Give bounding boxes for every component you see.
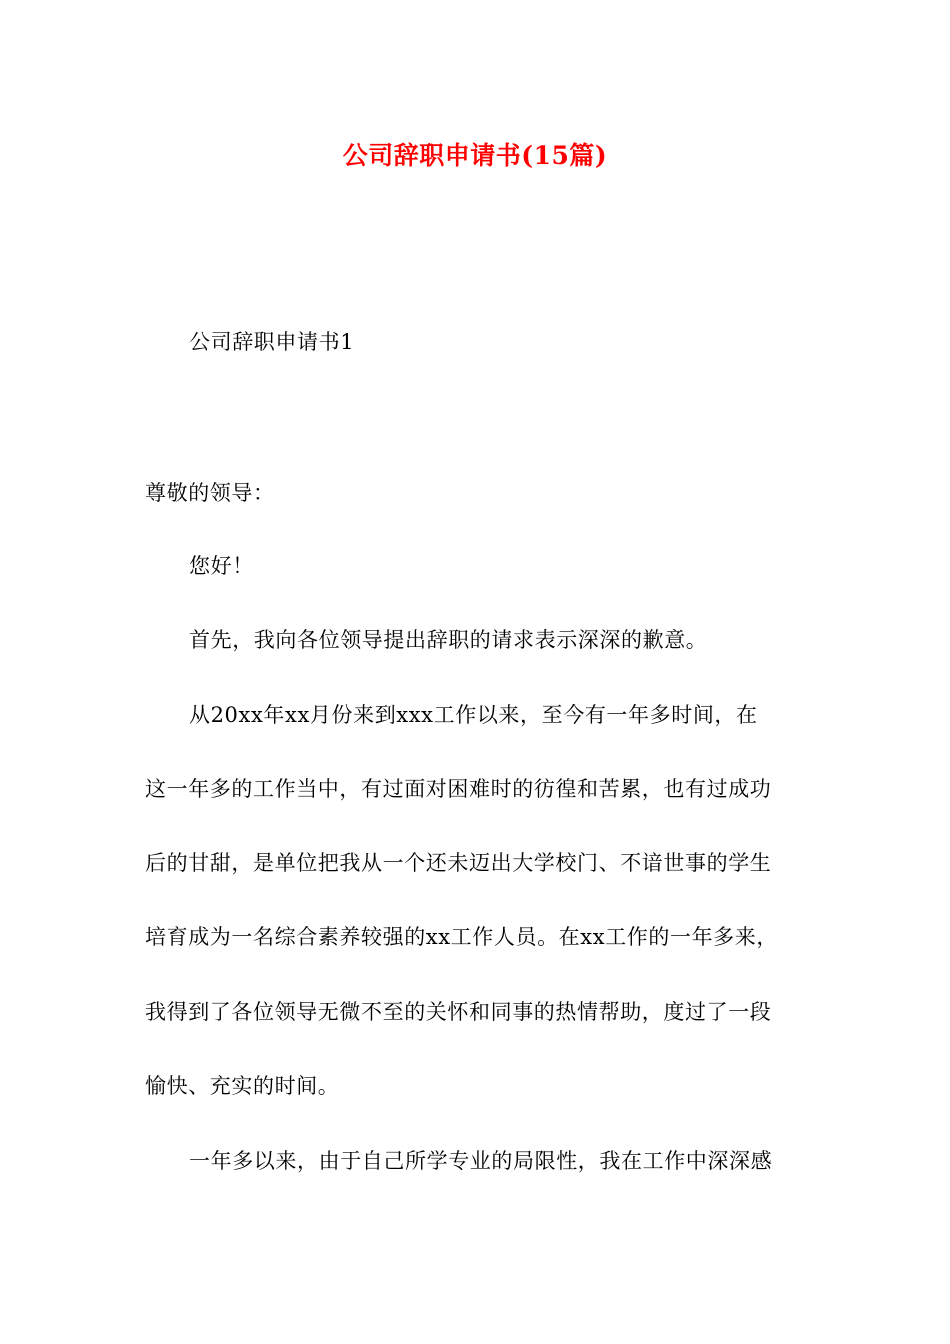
- salutation: 尊敬的领导：: [145, 481, 275, 505]
- paragraph-2-line-2: 这一年多的工作当中，有过面对困难时的彷徨和苦累，也有过成功: [145, 777, 772, 801]
- paragraph-1: 首先，我向各位领导提出辞职的请求表示深深的歉意。: [189, 628, 708, 652]
- paragraph-2-line-1: 从20xx年xx月份来到xxx工作以来，至今有一年多时间，在: [189, 703, 758, 727]
- paragraph-2-line-6: 愉快、充实的时间。: [145, 1074, 340, 1098]
- paragraph-2-line-3: 后的甘甜，是单位把我从一个还未迈出大学校门、不谙世事的学生: [145, 851, 772, 875]
- paragraph-2-line-5: 我得到了各位领导无微不至的关怀和同事的热情帮助，度过了一段: [145, 1000, 772, 1024]
- section-heading: 公司辞职申请书1: [189, 330, 355, 354]
- document-title: 公司辞职申请书(15篇): [342, 141, 608, 170]
- paragraph-3-line-1: 一年多以来，由于自己所学专业的局限性，我在工作中深深感: [189, 1149, 773, 1173]
- greeting: 您好！: [189, 554, 254, 578]
- paragraph-2-line-4: 培育成为一名综合素养较强的xx工作人员。在xx工作的一年多来，: [145, 925, 778, 949]
